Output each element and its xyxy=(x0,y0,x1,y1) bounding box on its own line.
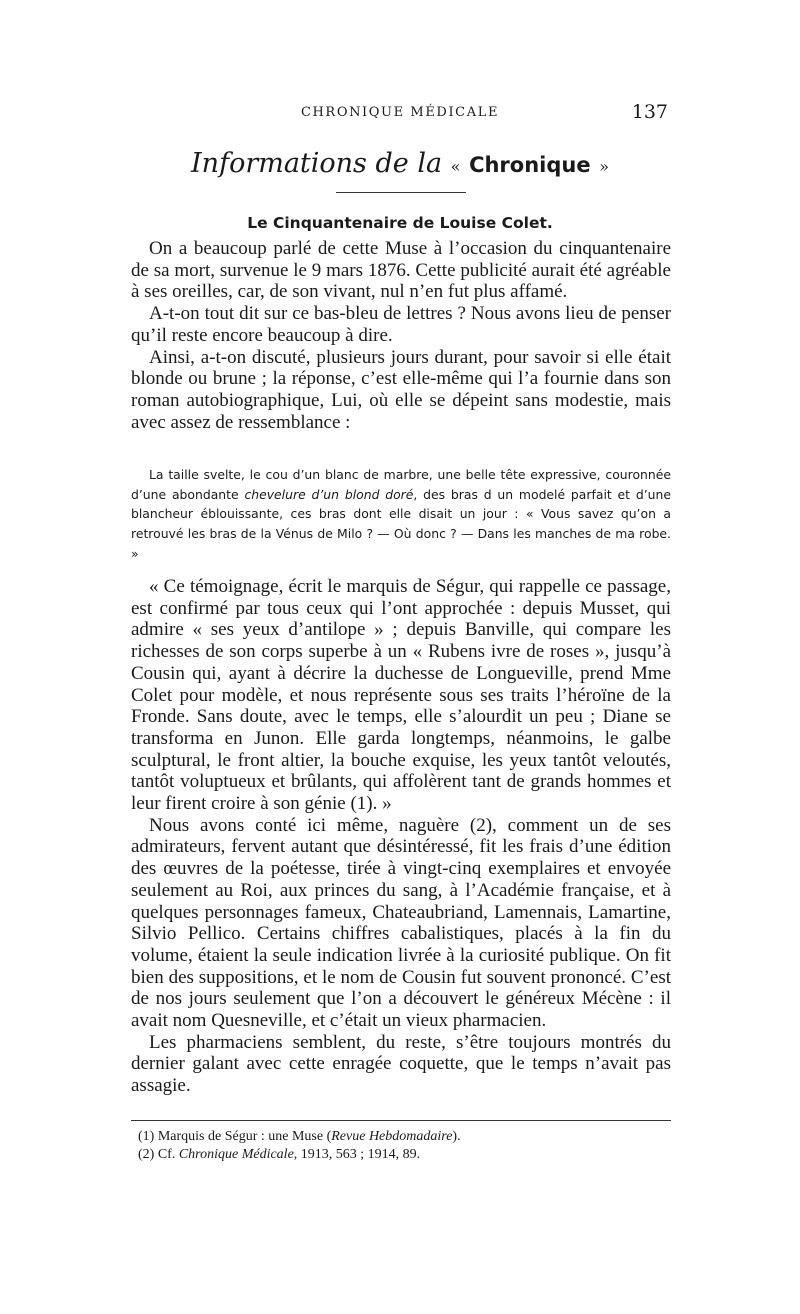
footnote-text: , 1913, 563 ; 1914, 89. xyxy=(293,1147,421,1162)
main-title-bold: Chronique xyxy=(469,153,591,177)
footnote-rule xyxy=(131,1120,671,1121)
main-title xyxy=(130,148,670,179)
footnote-2 xyxy=(138,1146,668,1164)
running-title: CHRONIQUE MÉDICALE xyxy=(300,105,500,120)
main-title-close-quote: » xyxy=(599,157,609,176)
body-text-block-2 xyxy=(131,576,671,1097)
footnote-italic: Revue Hebdomadaire xyxy=(331,1129,453,1144)
paragraph: Les pharmaciens semblent, du reste, s’être toujours montrés du dernier galant avec cette enragée coquette, que le temps n’avait pas assagie. xyxy=(131,1031,671,1097)
main-title-italic: Informations de la xyxy=(191,148,443,179)
quotation-part: La taille svelte, le cou d’un blanc de marbre, une belle tête expressive, couronnée d’une abondante xyxy=(131,467,671,502)
main-title-open-quote: « xyxy=(450,157,461,176)
footnote-text: (2) Cf. xyxy=(138,1147,179,1162)
quotation-italic: chevelure d’un blond doré xyxy=(244,486,414,502)
title-rule xyxy=(336,192,466,193)
footnote-text: (1) Marquis de Ségur : une Muse ( xyxy=(138,1129,332,1144)
quotation-part: , des bras d un modelé parfait et d’une blancheur éblouissante, ces bras dont elle disait un jour : « Vous savez qu’on a retrouvé les bras de la Vénus de Milo ? — Où donc ? — Dans les manches de ma robe. » xyxy=(131,486,671,561)
footnote-1 xyxy=(138,1128,668,1146)
paragraph: Ainsi, a-t-on discuté, plusieurs jours durant, pour savoir si elle était blonde ou brune ; la réponse, c’est elle-même qui l’a fournie dans son roman autobiographique, Lui, où elle se dépeint sans modestie, mais avec assez de ressemblance : xyxy=(131,346,671,433)
paragraph: On a beaucoup parlé de cette Muse à l’occasion du cinquantenaire de sa mort, survenue le 9 mars 1876. Cette publicité aurait été agréable à ses oreilles, car, de son vivant, nul n’en fut plus affamé. xyxy=(131,238,671,303)
quotation xyxy=(131,465,671,564)
page-header xyxy=(130,101,670,129)
section-title: Le Cinquantenaire de Louise Colet. xyxy=(247,214,553,232)
footnote-text: ). xyxy=(452,1129,461,1144)
footnote-italic: Chronique Médicale xyxy=(178,1147,294,1162)
paragraph: Nous avons conté ici même, naguère (2), comment un de ses admirateurs, fervent autant que désintéressé, fit les frais d’une édition des œuvres de la poétesse, tirée à vingt-cinq exemplaires et envoyée seulement au Roi, aux princes du sang, à l’Académie française, et à quelques personnages fameux, Chateaubriand, Lamennais, Lamartine, Silvio Pellico. Certains chiffres cabalistiques, placés à la fin du volume, étaient la seule indication livrée à la curiosité publique. On fit bien des suppositions, et le nom de Cousin fut souvent prononcé. C’est de nos jours seulement que l’on a découvert le généreux Mécène : il avait nom Quesneville, et c’était un vieux pharmacien. xyxy=(131,814,671,1032)
body-text-block-1 xyxy=(131,238,671,433)
paragraph: « Ce témoignage, écrit le marquis de Ségur, qui rappelle ce passage, est confirmé par tous ceux qui l’ont approchée : depuis Musset, qui admire « ses yeux d’antilope » ; depuis Banville, qui compare les richesses de son corps superbe à un « Rubens ivre de roses », jusqu’à Cousin qui, ayant à décrire la duchesse de Longueville, prend Mme Colet pour modèle, et nous représente sous ses traits l’héroïne de la Fronde. Sans doute, avec le temps, elle s’alourdit un peu ; Diane se transforma en Junon. Elle garda longtemps, néanmoins, le galbe sculptural, le front altier, la bouche exquise, les yeux tantôt veloutés, tantôt voluptueux et brûlants, qui affolèrent tant de grands hommes et leur firent croire à son génie (1). » xyxy=(131,576,671,815)
footnotes xyxy=(138,1128,668,1164)
page-number: 137 xyxy=(631,101,668,123)
paragraph: A-t-on tout dit sur ce bas-bleu de lettres ? Nous avons lieu de penser qu’il reste encore beaucoup à dire. xyxy=(131,303,671,346)
quotation-block xyxy=(131,465,671,564)
